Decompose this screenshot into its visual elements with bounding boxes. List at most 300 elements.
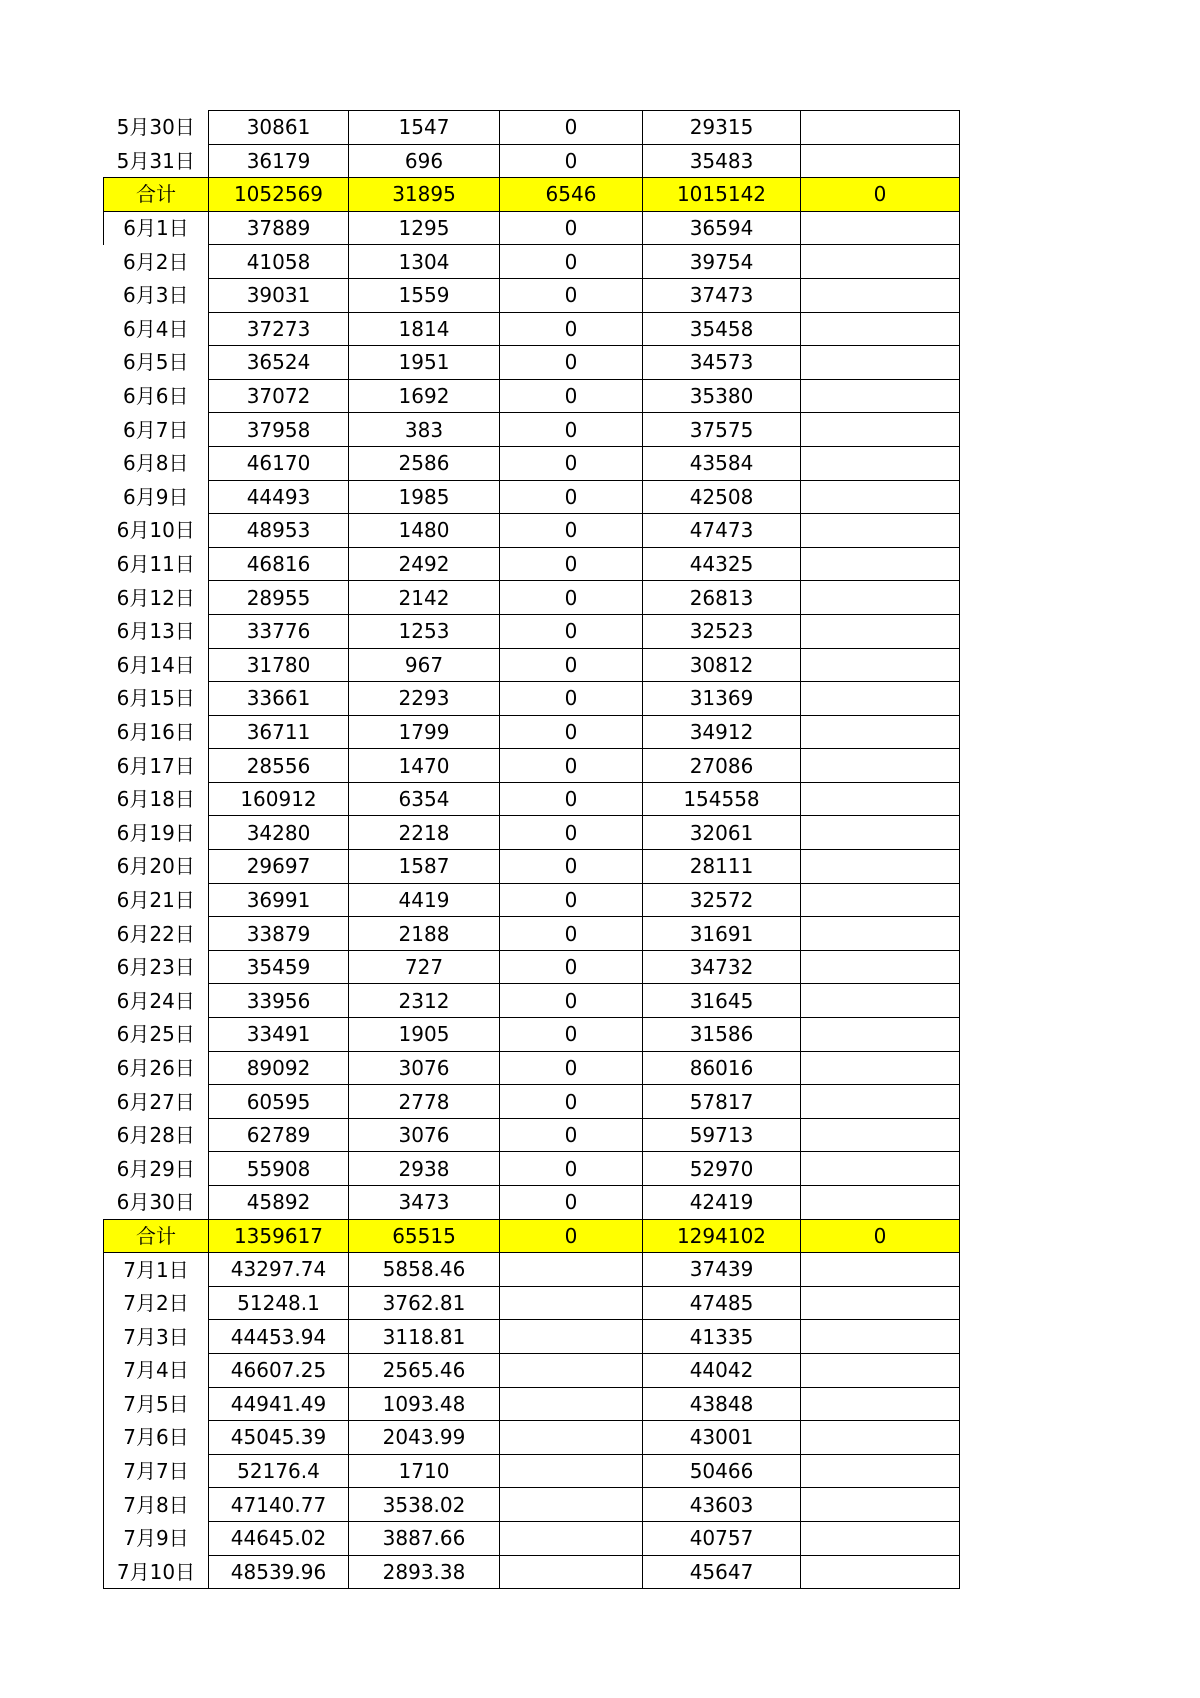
value-cell[interactable]: 2565.46 (349, 1353, 500, 1387)
value-cell[interactable] (801, 144, 960, 178)
table-row (104, 1051, 960, 1085)
date-cell[interactable]: 7月4日 (104, 1353, 209, 1387)
value-cell[interactable] (500, 1521, 643, 1555)
table-row (104, 850, 960, 884)
value-cell[interactable]: 1799 (349, 715, 500, 749)
table-row (104, 446, 960, 480)
value-cell[interactable]: 60595 (209, 1085, 349, 1119)
table-row (104, 312, 960, 346)
date-cell[interactable]: 7月9日 (104, 1521, 209, 1555)
value-cell[interactable] (500, 1421, 643, 1455)
value-cell[interactable] (801, 749, 960, 783)
value-cell[interactable]: 41058 (209, 245, 349, 279)
date-cell[interactable]: 6月15日 (116, 686, 195, 711)
date-cell[interactable]: 7月7日 (104, 1454, 209, 1488)
value-cell[interactable]: 1692 (349, 379, 500, 413)
value-cell[interactable]: 27086 (643, 749, 801, 783)
table-row (104, 111, 960, 145)
date-cell[interactable]: 6月19日 (116, 820, 195, 845)
value-cell[interactable]: 727 (349, 950, 500, 984)
value-cell[interactable] (801, 850, 960, 884)
date-cell[interactable]: 合计 (104, 178, 209, 212)
date-cell[interactable]: 7月10日 (104, 1555, 209, 1589)
table-row (104, 144, 960, 178)
value-cell[interactable]: 0 (500, 1219, 643, 1253)
date-cell[interactable]: 6月17日 (116, 753, 195, 778)
value-cell[interactable]: 0 (500, 850, 643, 884)
value-cell[interactable]: 42508 (643, 480, 801, 514)
value-cell[interactable]: 36991 (209, 883, 349, 917)
value-cell[interactable] (801, 1286, 960, 1320)
value-cell[interactable]: 0 (500, 648, 643, 682)
value-cell[interactable] (801, 111, 960, 145)
value-cell[interactable]: 43297.74 (209, 1253, 349, 1287)
value-cell[interactable] (801, 1555, 960, 1589)
value-cell[interactable]: 32061 (643, 816, 801, 850)
table-row (104, 1018, 960, 1052)
value-cell[interactable] (801, 715, 960, 749)
value-cell[interactable]: 31780 (209, 648, 349, 682)
value-cell[interactable]: 2938 (349, 1152, 500, 1186)
value-cell[interactable]: 383 (349, 413, 500, 447)
value-cell[interactable]: 36711 (209, 715, 349, 749)
value-cell[interactable]: 1304 (349, 245, 500, 279)
value-cell[interactable]: 28111 (643, 850, 801, 884)
value-cell[interactable]: 37958 (209, 413, 349, 447)
date-cell[interactable]: 6月29日 (116, 1156, 195, 1181)
value-cell[interactable]: 46607.25 (209, 1353, 349, 1387)
value-cell[interactable]: 35459 (209, 950, 349, 984)
value-cell[interactable]: 3076 (349, 1118, 500, 1152)
value-cell[interactable]: 43584 (643, 446, 801, 480)
value-cell[interactable]: 0 (500, 1051, 643, 1085)
table-row (104, 1421, 960, 1455)
value-cell[interactable] (801, 278, 960, 312)
value-cell[interactable]: 46816 (209, 547, 349, 581)
value-cell[interactable]: 37273 (209, 312, 349, 346)
date-cell[interactable]: 6月4日 (123, 316, 189, 341)
value-cell[interactable]: 1587 (349, 850, 500, 884)
value-cell[interactable]: 1985 (349, 480, 500, 514)
value-cell[interactable]: 3538.02 (349, 1488, 500, 1522)
value-cell[interactable]: 34912 (643, 715, 801, 749)
value-cell[interactable]: 2188 (349, 917, 500, 951)
value-cell[interactable]: 2492 (349, 547, 500, 581)
value-cell[interactable]: 5858.46 (349, 1253, 500, 1287)
table-row (104, 346, 960, 380)
value-cell[interactable]: 0 (500, 749, 643, 783)
value-cell[interactable]: 48539.96 (209, 1555, 349, 1589)
value-cell[interactable]: 52176.4 (209, 1454, 349, 1488)
value-cell[interactable]: 47140.77 (209, 1488, 349, 1522)
value-cell[interactable]: 36594 (643, 211, 801, 245)
value-cell[interactable]: 36524 (209, 346, 349, 380)
table-row (104, 614, 960, 648)
value-cell[interactable]: 0 (801, 178, 960, 212)
date-cell[interactable]: 6月10日 (116, 518, 195, 543)
value-cell[interactable]: 43001 (643, 1421, 801, 1455)
value-cell[interactable] (801, 1320, 960, 1354)
value-cell[interactable]: 2893.38 (349, 1555, 500, 1589)
value-cell[interactable]: 65515 (349, 1219, 500, 1253)
value-cell[interactable] (801, 581, 960, 615)
value-cell[interactable]: 32523 (643, 614, 801, 648)
table-row (104, 1286, 960, 1320)
value-cell[interactable]: 2218 (349, 816, 500, 850)
value-cell[interactable] (801, 1353, 960, 1387)
date-cell[interactable]: 6月14日 (116, 652, 195, 677)
value-cell[interactable]: 57817 (643, 1085, 801, 1119)
value-cell[interactable]: 2293 (349, 682, 500, 716)
value-cell[interactable]: 3473 (349, 1186, 500, 1220)
value-cell[interactable]: 1814 (349, 312, 500, 346)
date-cell[interactable]: 6月9日 (123, 484, 189, 509)
date-cell[interactable]: 7月5日 (104, 1387, 209, 1421)
value-cell[interactable] (801, 480, 960, 514)
value-cell[interactable]: 45647 (643, 1555, 801, 1589)
value-cell[interactable]: 3887.66 (349, 1521, 500, 1555)
date-cell[interactable]: 6月26日 (116, 1055, 195, 1080)
value-cell[interactable]: 0 (500, 547, 643, 581)
value-cell[interactable]: 1052569 (209, 178, 349, 212)
value-cell[interactable]: 0 (500, 614, 643, 648)
date-cell[interactable]: 6月16日 (116, 719, 195, 744)
value-cell[interactable]: 0 (500, 245, 643, 279)
total-row (104, 1219, 960, 1253)
value-cell[interactable]: 4419 (349, 883, 500, 917)
value-cell[interactable]: 1710 (349, 1454, 500, 1488)
value-cell[interactable] (801, 1051, 960, 1085)
value-cell[interactable] (801, 1186, 960, 1220)
value-cell[interactable]: 0 (500, 581, 643, 615)
value-cell[interactable]: 0 (500, 782, 643, 816)
value-cell[interactable]: 3118.81 (349, 1320, 500, 1354)
value-cell[interactable] (500, 1320, 643, 1354)
value-cell[interactable] (500, 1488, 643, 1522)
value-cell[interactable]: 48953 (209, 514, 349, 548)
value-cell[interactable]: 1547 (349, 111, 500, 145)
value-cell[interactable]: 2142 (349, 581, 500, 615)
value-cell[interactable]: 33956 (209, 984, 349, 1018)
value-cell[interactable]: 26813 (643, 581, 801, 615)
value-cell[interactable]: 28556 (209, 749, 349, 783)
value-cell[interactable]: 1253 (349, 614, 500, 648)
value-cell[interactable]: 0 (500, 682, 643, 716)
value-cell[interactable]: 31895 (349, 178, 500, 212)
value-cell[interactable]: 0 (500, 514, 643, 548)
value-cell[interactable]: 967 (349, 648, 500, 682)
value-cell[interactable]: 59713 (643, 1118, 801, 1152)
sheet-body (104, 111, 960, 1589)
table-row (104, 917, 960, 951)
table-row (104, 211, 960, 245)
table-row (104, 1320, 960, 1354)
value-cell[interactable]: 0 (500, 379, 643, 413)
table-row (104, 413, 960, 447)
date-cell[interactable]: 6月5日 (123, 350, 189, 375)
value-cell[interactable]: 37439 (643, 1253, 801, 1287)
value-cell[interactable]: 39031 (209, 278, 349, 312)
value-cell[interactable] (801, 682, 960, 716)
total-row (104, 178, 960, 212)
value-cell[interactable]: 2586 (349, 446, 500, 480)
value-cell[interactable] (801, 413, 960, 447)
date-cell[interactable]: 6月24日 (116, 988, 195, 1013)
value-cell[interactable] (801, 312, 960, 346)
value-cell[interactable]: 0 (500, 278, 643, 312)
value-cell[interactable]: 3762.81 (349, 1286, 500, 1320)
table-row (104, 1353, 960, 1387)
value-cell[interactable]: 30861 (209, 111, 349, 145)
value-cell[interactable]: 154558 (643, 782, 801, 816)
value-cell[interactable] (801, 782, 960, 816)
value-cell[interactable]: 35458 (643, 312, 801, 346)
value-cell[interactable]: 52970 (643, 1152, 801, 1186)
value-cell[interactable]: 42419 (643, 1186, 801, 1220)
table-row (104, 816, 960, 850)
date-cell[interactable]: 5月31日 (104, 144, 209, 178)
value-cell[interactable]: 30812 (643, 648, 801, 682)
value-cell[interactable]: 34573 (643, 346, 801, 380)
table-row (104, 581, 960, 615)
value-cell[interactable]: 47473 (643, 514, 801, 548)
date-cell[interactable]: 6月13日 (116, 619, 195, 644)
value-cell[interactable]: 33661 (209, 682, 349, 716)
value-cell[interactable]: 1470 (349, 749, 500, 783)
value-cell[interactable]: 0 (500, 480, 643, 514)
value-cell[interactable]: 0 (500, 346, 643, 380)
value-cell[interactable] (801, 1085, 960, 1119)
value-cell[interactable]: 37575 (643, 413, 801, 447)
table-row (104, 514, 960, 548)
date-cell[interactable]: 6月25日 (116, 1022, 195, 1047)
date-cell[interactable]: 6月30日 (104, 1186, 209, 1220)
value-cell[interactable]: 29315 (643, 111, 801, 145)
value-cell[interactable]: 45892 (209, 1186, 349, 1220)
date-cell[interactable]: 6月7日 (123, 417, 189, 442)
value-cell[interactable]: 33776 (209, 614, 349, 648)
value-cell[interactable]: 696 (349, 144, 500, 178)
value-cell[interactable]: 31369 (643, 682, 801, 716)
date-cell[interactable]: 6月28日 (116, 1123, 195, 1148)
value-cell[interactable]: 1951 (349, 346, 500, 380)
value-cell[interactable]: 51248.1 (209, 1286, 349, 1320)
date-cell[interactable]: 6月2日 (123, 249, 189, 274)
value-cell[interactable]: 47485 (643, 1286, 801, 1320)
date-cell[interactable]: 5月30日 (116, 115, 195, 140)
value-cell[interactable]: 34732 (643, 950, 801, 984)
value-cell[interactable]: 1015142 (643, 178, 801, 212)
value-cell[interactable]: 0 (500, 715, 643, 749)
value-cell[interactable] (801, 446, 960, 480)
value-cell[interactable]: 0 (500, 984, 643, 1018)
value-cell[interactable]: 33879 (209, 917, 349, 951)
value-cell[interactable] (801, 648, 960, 682)
value-cell[interactable] (801, 379, 960, 413)
value-cell[interactable]: 0 (500, 1085, 643, 1119)
value-cell[interactable]: 50466 (643, 1454, 801, 1488)
value-cell[interactable]: 0 (801, 1219, 960, 1253)
value-cell[interactable]: 44645.02 (209, 1521, 349, 1555)
value-cell[interactable]: 37889 (209, 211, 349, 245)
date-cell[interactable]: 7月6日 (104, 1421, 209, 1455)
value-cell[interactable] (801, 816, 960, 850)
value-cell[interactable]: 0 (500, 312, 643, 346)
date-cell[interactable]: 6月12日 (116, 585, 195, 610)
value-cell[interactable]: 34280 (209, 816, 349, 850)
value-cell[interactable]: 0 (500, 413, 643, 447)
value-cell[interactable]: 1359617 (209, 1219, 349, 1253)
value-cell[interactable]: 1093.48 (349, 1387, 500, 1421)
date-cell[interactable]: 6月20日 (116, 854, 195, 879)
date-cell[interactable]: 6月27日 (116, 1089, 195, 1114)
date-cell[interactable]: 7月1日 (104, 1253, 209, 1287)
value-cell[interactable]: 46170 (209, 446, 349, 480)
table-row (104, 379, 960, 413)
value-cell[interactable]: 37473 (643, 278, 801, 312)
value-cell[interactable] (801, 883, 960, 917)
value-cell[interactable]: 1295 (349, 211, 500, 245)
value-cell[interactable] (801, 984, 960, 1018)
date-cell[interactable]: 6月22日 (116, 921, 195, 946)
value-cell[interactable]: 0 (500, 816, 643, 850)
value-cell[interactable]: 0 (500, 446, 643, 480)
value-cell[interactable]: 43603 (643, 1488, 801, 1522)
value-cell[interactable]: 1480 (349, 514, 500, 548)
value-cell[interactable]: 33491 (209, 1018, 349, 1052)
value-cell[interactable] (801, 547, 960, 581)
value-cell[interactable]: 1905 (349, 1018, 500, 1052)
date-cell[interactable]: 7月8日 (104, 1488, 209, 1522)
value-cell[interactable]: 0 (500, 1018, 643, 1052)
value-cell[interactable]: 1294102 (643, 1219, 801, 1253)
table-row (104, 480, 960, 514)
value-cell[interactable] (801, 346, 960, 380)
date-cell[interactable]: 6月18日 (116, 787, 195, 812)
value-cell[interactable] (801, 1421, 960, 1455)
value-cell[interactable]: 37072 (209, 379, 349, 413)
value-cell[interactable] (801, 1152, 960, 1186)
date-cell[interactable]: 合计 (104, 1219, 209, 1253)
value-cell[interactable]: 2312 (349, 984, 500, 1018)
table-row (104, 278, 960, 312)
date-cell[interactable]: 6月23日 (116, 955, 195, 980)
value-cell[interactable]: 39754 (643, 245, 801, 279)
table-row (104, 1118, 960, 1152)
value-cell[interactable]: 62789 (209, 1118, 349, 1152)
date-cell[interactable]: 6月6日 (123, 384, 189, 409)
value-cell[interactable]: 31586 (643, 1018, 801, 1052)
value-cell[interactable]: 0 (500, 211, 643, 245)
value-cell[interactable]: 44042 (643, 1353, 801, 1387)
table-row (104, 1521, 960, 1555)
value-cell[interactable] (801, 614, 960, 648)
value-cell[interactable]: 0 (500, 111, 643, 145)
value-cell[interactable]: 0 (500, 1118, 643, 1152)
value-cell[interactable]: 0 (500, 917, 643, 951)
table-row (104, 245, 960, 279)
value-cell[interactable] (801, 1118, 960, 1152)
value-cell[interactable] (500, 1555, 643, 1589)
value-cell[interactable] (500, 1454, 643, 1488)
value-cell[interactable]: 44493 (209, 480, 349, 514)
value-cell[interactable] (801, 1454, 960, 1488)
value-cell[interactable] (801, 1253, 960, 1287)
value-cell[interactable]: 44941.49 (209, 1387, 349, 1421)
table-row (104, 682, 960, 716)
value-cell[interactable] (801, 245, 960, 279)
table-row (104, 749, 960, 783)
table-row (104, 648, 960, 682)
value-cell[interactable]: 31645 (643, 984, 801, 1018)
value-cell[interactable]: 31691 (643, 917, 801, 951)
value-cell[interactable]: 44325 (643, 547, 801, 581)
value-cell[interactable]: 0 (500, 883, 643, 917)
table-row (104, 715, 960, 749)
value-cell[interactable] (801, 950, 960, 984)
value-cell[interactable]: 41335 (643, 1320, 801, 1354)
value-cell[interactable]: 32572 (643, 883, 801, 917)
value-cell[interactable]: 3076 (349, 1051, 500, 1085)
value-cell[interactable] (801, 1521, 960, 1555)
value-cell[interactable] (500, 1253, 643, 1287)
value-cell[interactable]: 1559 (349, 278, 500, 312)
value-cell[interactable]: 40757 (643, 1521, 801, 1555)
value-cell[interactable]: 35483 (643, 144, 801, 178)
value-cell[interactable]: 2778 (349, 1085, 500, 1119)
value-cell[interactable]: 44453.94 (209, 1320, 349, 1354)
value-cell[interactable]: 86016 (643, 1051, 801, 1085)
value-cell[interactable] (500, 1353, 643, 1387)
value-cell[interactable]: 89092 (209, 1051, 349, 1085)
date-cell[interactable]: 6月1日 (104, 211, 209, 245)
value-cell[interactable]: 0 (500, 144, 643, 178)
value-cell[interactable]: 0 (500, 1186, 643, 1220)
value-cell[interactable]: 43848 (643, 1387, 801, 1421)
date-cell[interactable]: 6月8日 (123, 451, 189, 476)
value-cell[interactable]: 6354 (349, 782, 500, 816)
date-cell[interactable]: 7月2日 (104, 1286, 209, 1320)
value-cell[interactable]: 55908 (209, 1152, 349, 1186)
table-row (104, 1085, 960, 1119)
value-cell[interactable]: 6546 (500, 178, 643, 212)
value-cell[interactable]: 45045.39 (209, 1421, 349, 1455)
value-cell[interactable] (801, 917, 960, 951)
date-cell[interactable]: 6月11日 (116, 552, 195, 577)
value-cell[interactable]: 160912 (209, 782, 349, 816)
value-cell[interactable]: 28955 (209, 581, 349, 615)
value-cell[interactable]: 2043.99 (349, 1421, 500, 1455)
value-cell[interactable] (801, 1387, 960, 1421)
value-cell[interactable]: 0 (500, 950, 643, 984)
value-cell[interactable]: 36179 (209, 144, 349, 178)
date-cell[interactable]: 7月3日 (104, 1320, 209, 1354)
value-cell[interactable] (801, 1018, 960, 1052)
value-cell[interactable] (801, 514, 960, 548)
value-cell[interactable] (801, 1488, 960, 1522)
date-cell[interactable]: 6月21日 (116, 887, 195, 912)
value-cell[interactable]: 29697 (209, 850, 349, 884)
table-row (104, 1454, 960, 1488)
value-cell[interactable] (801, 211, 960, 245)
value-cell[interactable] (500, 1286, 643, 1320)
value-cell[interactable] (500, 1387, 643, 1421)
table-row (104, 1253, 960, 1287)
value-cell[interactable]: 0 (500, 1152, 643, 1186)
date-cell[interactable]: 6月3日 (123, 283, 189, 308)
table-row (104, 984, 960, 1018)
value-cell[interactable]: 35380 (643, 379, 801, 413)
